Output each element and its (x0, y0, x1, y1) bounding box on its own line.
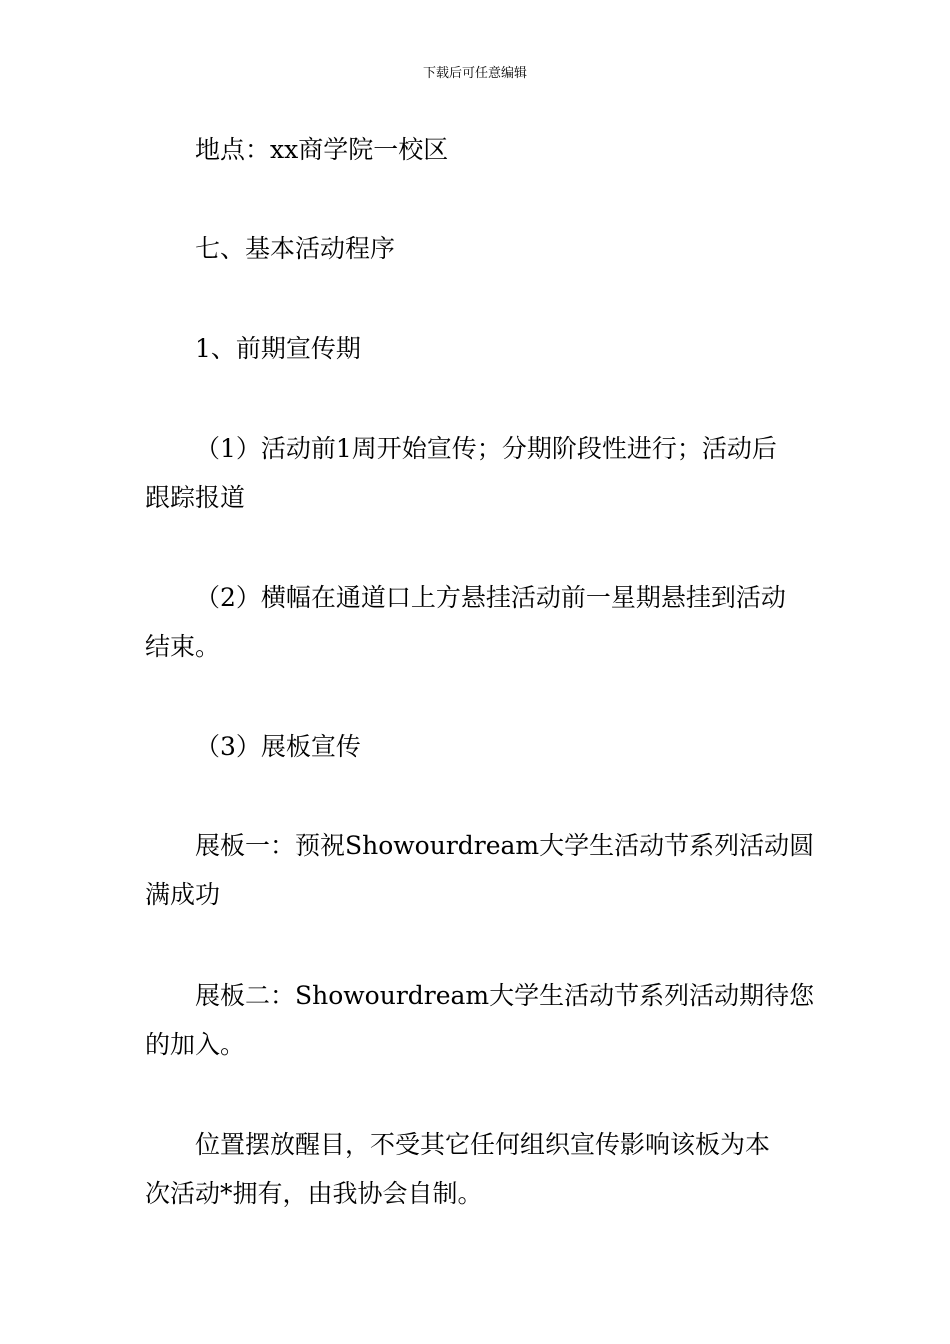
paragraph-item-1 (145, 424, 815, 522)
page-header: 下载后可任意编辑 (422, 66, 527, 81)
paragraph-line: 满成功 (145, 880, 221, 909)
paragraph-line: 七、基本活动程序 (195, 234, 396, 263)
paragraph-board-1 (145, 821, 815, 919)
paragraph-line: 跟踪报道 (145, 483, 246, 512)
subsection-heading-promotion (145, 324, 815, 373)
paragraph-line: 展板一：预祝Showourdream大学生活动节系列活动圆 (195, 831, 815, 860)
paragraph-location (145, 125, 815, 174)
paragraph-board-2 (145, 971, 815, 1069)
paragraph-line: （2）横幅在通道口上方悬挂活动前一星期悬挂到活动 (195, 583, 786, 612)
paragraph-line: 地点：xx商学院一校区 (195, 135, 449, 164)
paragraph-line: 次活动*拥有，由我协会自制。 (145, 1179, 483, 1208)
paragraph-line: （1）活动前1周开始宣传；分期阶段性进行；活动后 (195, 434, 777, 463)
paragraph-line: 的加入。 (145, 1030, 246, 1059)
paragraph-item-2 (145, 573, 815, 671)
paragraph-item-3 (145, 722, 815, 771)
paragraph-line: （3）展板宣传 (195, 732, 361, 761)
paragraph-line: 结束。 (145, 632, 221, 661)
paragraph-line: 1、前期宣传期 (195, 334, 361, 363)
paragraph-line: 位置摆放醒目，不受其它任何组织宣传影响该板为本 (195, 1130, 771, 1159)
paragraph-line: 展板二：Showourdream大学生活动节系列活动期待您 (195, 981, 815, 1010)
section-heading-basic-procedure (145, 224, 815, 273)
paragraph-placement (145, 1120, 815, 1218)
